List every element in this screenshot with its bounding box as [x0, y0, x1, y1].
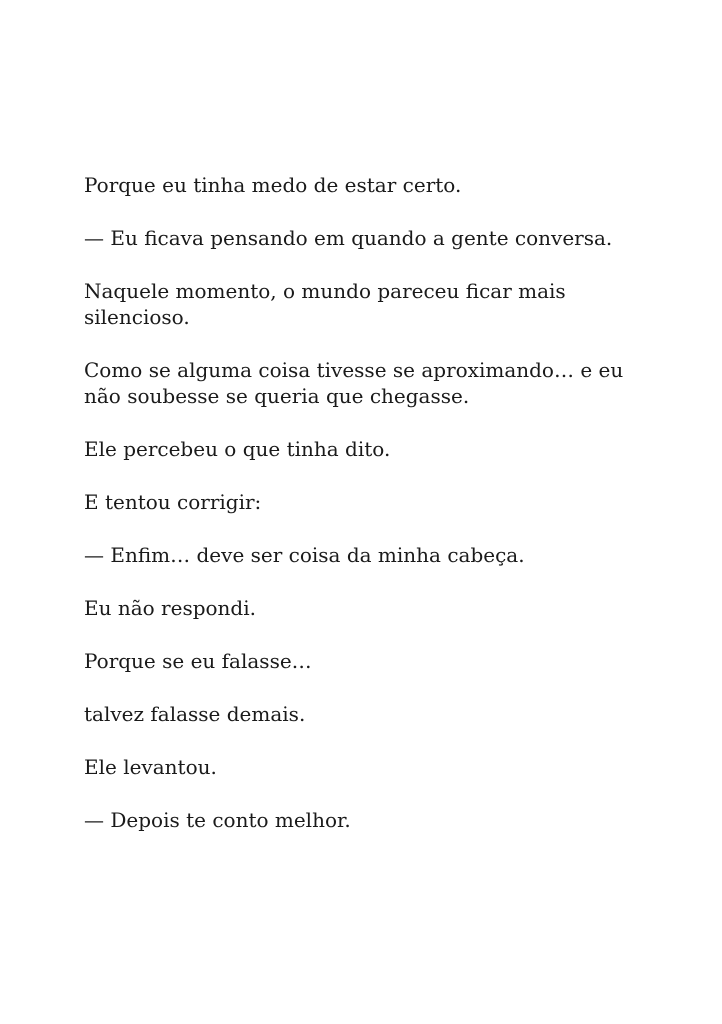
- paragraph-2: — Eu ficava pensando em quando a gente conversa.: [84, 226, 613, 250]
- paragraph-12: — Depois te conto melhor.: [84, 808, 351, 832]
- paragraph-9: Porque se eu falasse…: [84, 649, 312, 673]
- paragraph-4: Como se alguma coisa tivesse se aproximando… e eu não soubesse se queria que chegasse.: [84, 358, 624, 408]
- paragraph-11: Ele levantou.: [84, 755, 217, 779]
- paragraph-10: talvez falasse demais.: [84, 702, 306, 726]
- paragraph-6: E tentou corrigir:: [84, 490, 262, 514]
- story-text: [84, 172, 644, 860]
- paragraph-3: Naquele momento, o mundo pareceu ficar mais silencioso.: [84, 279, 566, 329]
- paragraph-1: Porque eu tinha medo de estar certo.: [84, 173, 462, 197]
- paragraph-5: Ele percebeu o que tinha dito.: [84, 437, 391, 461]
- paragraph-7: — Enfim… deve ser coisa da minha cabeça.: [84, 543, 525, 567]
- paragraph-8: Eu não respondi.: [84, 596, 256, 620]
